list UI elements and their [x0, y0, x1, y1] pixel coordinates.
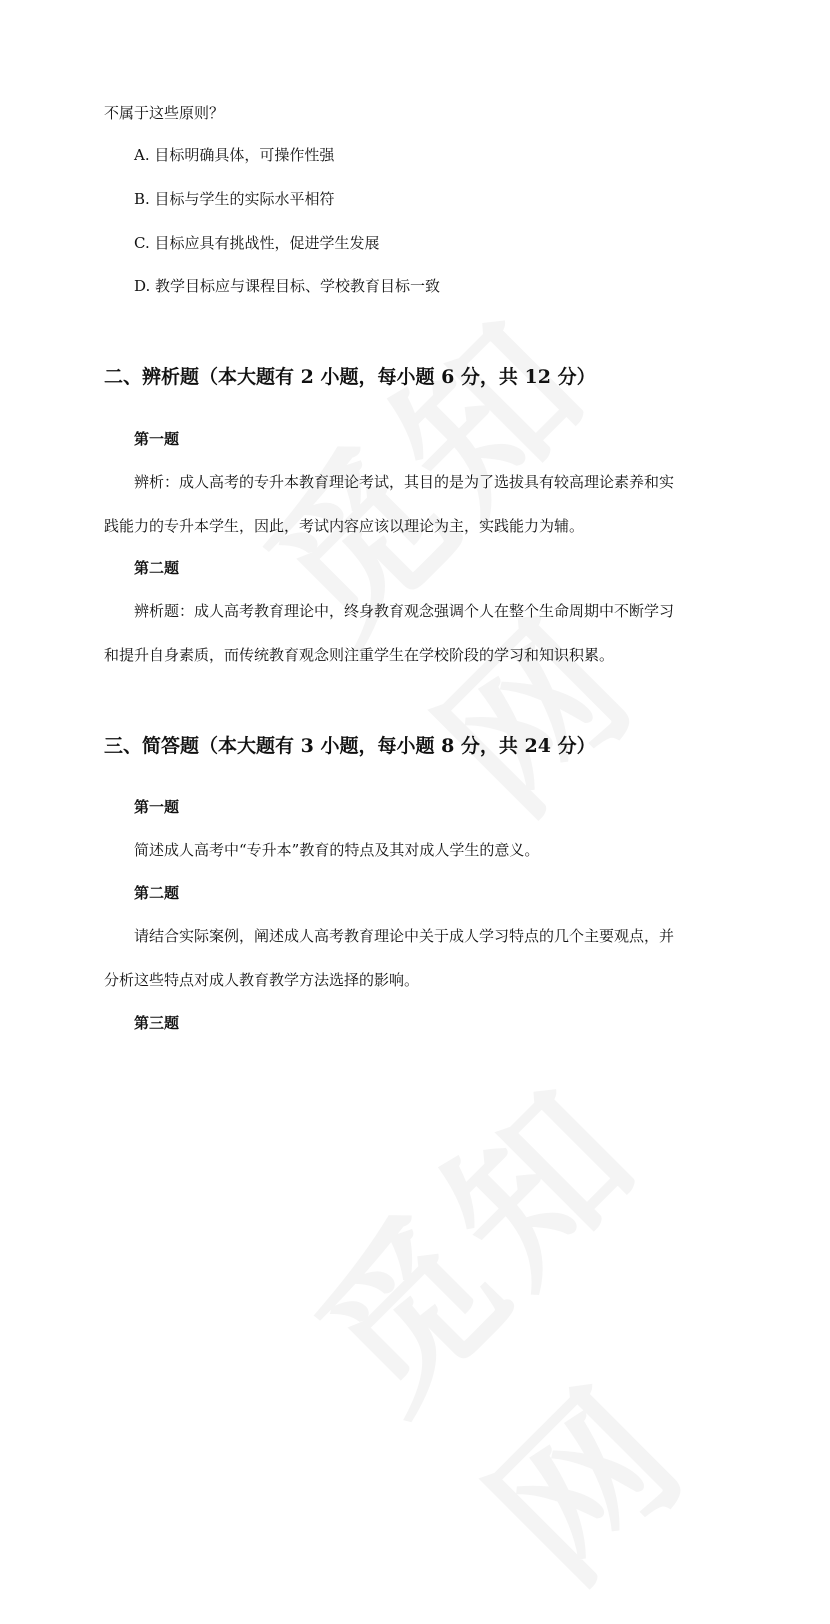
section2-q2-line2: 和提升自身素质，而传统教育观念则注重学生在学校阶段的学习和知识积累。	[104, 646, 615, 664]
intro-line: 不属于这些原则？	[104, 104, 225, 122]
section2-q2-line1: 辨析题：成人高考教育理论中，终身教育观念强调个人在整个生命周期中不断学习	[134, 602, 675, 620]
section3-heading: 三、简答题（本大题有 3 小题，每小题 8 分，共 24 分）	[104, 735, 596, 757]
section3-q2-line1: 请结合实际案例，阐述成人高考教育理论中关于成人学习特点的几个主要观点，并	[134, 927, 675, 945]
section3-q1-title: 第一题	[134, 798, 180, 816]
watermark-bottom	[256, 946, 830, 1624]
option-a: A. 目标明确具体，可操作性强	[134, 146, 335, 164]
section2-q1-title: 第一题	[134, 430, 180, 448]
option-c: C. 目标应具有挑战性，促进学生发展	[134, 234, 380, 252]
section2-q2-title: 第二题	[134, 559, 180, 577]
option-b: B. 目标与学生的实际水平相符	[134, 190, 335, 208]
section3-q1-line1: 简述成人高考中“专升本”教育的特点及其对成人学生的意义。	[134, 841, 540, 859]
section3-q2-title: 第二题	[134, 884, 180, 902]
section2-q1-line1: 辨析：成人高考的专升本教育理论考试，其目的是为了选拔具有较高理论素养和实	[134, 473, 675, 491]
section2-q1-line2: 践能力的专升本学生，因此，考试内容应该以理论为主，实践能力为辅。	[104, 517, 585, 535]
section3-q3-title: 第三题	[134, 1014, 180, 1032]
option-d: D. 教学目标应与课程目标、学校教育目标一致	[134, 277, 441, 295]
section3-q2-line2: 分析这些特点对成人教育教学方法选择的影响。	[104, 971, 420, 989]
section2-heading: 二、辨析题（本大题有 2 小题，每小题 6 分，共 12 分）	[104, 366, 596, 388]
